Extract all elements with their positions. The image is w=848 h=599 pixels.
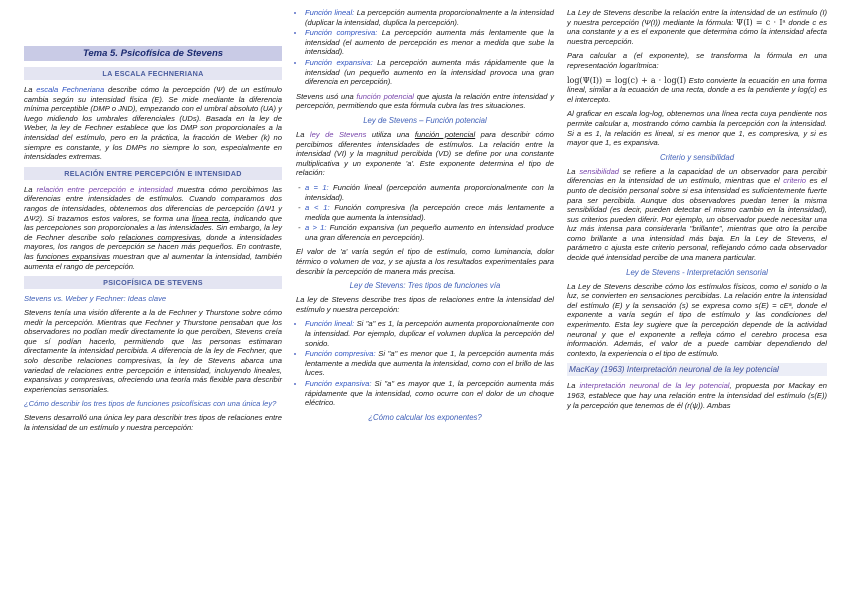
paragraph-tres-tipos: La ley de Stevens describe tres tipos de relaciones entre la intensidad del estímulo y nuestra percepción: <box>296 295 554 314</box>
column-1 <box>24 46 282 438</box>
paragraph-mackay: La interpretación neuronal de la ley potencial, propuesta por Mackay en 1963, establece que hay una relación entre la intensidad del estímulo (s(E)) y la percepción que tenemos de él (r(ψ)). Ambas <box>567 381 827 410</box>
column-2 <box>296 8 554 427</box>
list-item: - a = 1: Función lineal (percepción aumenta proporcionalmente con la intensidad). <box>305 183 554 202</box>
exponent-list <box>296 183 554 243</box>
paragraph-log-formula: log(Ψ(I)) = log(c) + a · log(I) Esto convierte la ecuación en una forma lineal, similar a la ecuación de una recta, donde a es la pendiente y log(c) es el intercepto. <box>567 75 827 104</box>
section-heading-stevens: PSICOFÍSICA DE STEVENS <box>24 276 282 289</box>
subheading-tres-tipos: Ley de Stevens: Tres tipos de funciones vía <box>349 281 501 291</box>
paragraph-stevens-vision: Stevens tenía una visión diferente a la de Fechner y Thurstone sobre cómo medir la percepción. Mientras que Fechner y Thurstone pensaban que los observadores no podían medir directamente lo que perciben, Stevens creía que sí podían hacerlo, permitiendo que las personas estimaran directamente la intensidad percibida. A diferencia de la ley de Fechner, que solo describe relaciones compresivas, la ley de Stevens abarca una variedad de relaciones entre percepción e intensidad, incluyendo lineales, expansivas y compresivas, ofreciendo una teoría más flexible para describir experiencias sensoriales. <box>24 308 282 394</box>
paragraph-valor-a: El valor de 'a' varía según el tipo de estímulo, como luminancia, dolor térmico o volumen de voz, y se ajusta a los resultados experimentales para describir la percepción de manera más precisa. <box>296 247 554 276</box>
section-heading-relacion: RELACIÓN ENTRE PERCEPCIÓN E INTENSIDAD <box>24 167 282 180</box>
term-escala-fechneriana: escala Fechneriana <box>36 85 105 94</box>
column-3 <box>567 8 827 415</box>
list-item: • Función compresiva: Si "a" es menor que 1, la percepción aumenta más lentamente a medida que aumenta la intensidad, como con el brillo de las luces. <box>305 349 554 378</box>
list-item: - a > 1: Función expansiva (un pequeño aumento en intensidad produce una gran diferencia en percepción). <box>305 223 554 242</box>
list-item: • Función expansiva: La percepción aumenta más rápidamente que la intensidad (un pequeño aumento en la intensidad provoca una gran diferencia en percepción). <box>305 58 554 87</box>
subheading-funcion-potencial: Ley de Stevens – Función potencial <box>363 115 487 125</box>
paragraph-relacion: La relación entre percepción e intensidad muestra cómo percibimos las diferencias entre intensidades de estímulos. Cuando comparamos dos rangos de intensidades, obtenemos dos diferencias de percepción (ΔΨ1 y ΔΨ2). Si trazamos estos valores, se forma una línea recta, indicando que las percepciones son proporcionales a las intensidades. Sin embargo, la ley de Fechner describe solo relaciones compresivas, donde a intensidades mayores, los rangos de percepción se hacen más pequeños. En contraste, las funciones expansivas muestran que al aumentar la intensidad, también aumenta el rango de percepción. <box>24 184 282 271</box>
formula-log: log(Ψ(I)) = log(c) + a · log(I) <box>567 75 687 85</box>
subheading-ideas-clave: Stevens vs. Weber y Fechner: Ideas clave <box>24 294 167 304</box>
section-heading-escala: LA ESCALA FECHNERIANA <box>24 67 282 80</box>
subheading-calcular-exponentes: ¿Cómo calcular los exponentes? <box>368 412 482 422</box>
subheading-interpretacion-sensorial: Ley de Stevens - Interpretación sensorial <box>626 267 768 277</box>
list-item: • Función expansiva: Si "a" es mayor que 1, la percepción aumenta más rápidamente que la intensidad, como ocurre con el dolor de un choque eléctrico. <box>305 379 554 408</box>
paragraph-log-log: Al graficar en escala log-log, obtenemos una línea recta cuya pendiente nos permite calcular a, mostrando cómo cambia la percepción con la intensidad. Si a es 1, la relación es lineal, si es menor que 1, es compresiva, y si es mayor que 1, es expansiva. <box>567 109 827 148</box>
list-item: • Función lineal: La percepción aumenta proporcionalmente a la intensidad (duplicar la intensidad, duplica la percepción). <box>305 8 554 27</box>
paragraph-escala: La escala Fechneriana describe cómo la percepción (Ψ) de un estímulo cambia según su intensidad física (E). Se mide mediante la diferencia mínima perceptible (DMP o JND), empezando con el umbral absoluto (UA) y luego midiendo los umbrales diferenciales (UDs). Basada en la ley de Weber, la ley de Fechner establece que los DMP son proporcionales a la intensidad del estímulo, pero en la práctica, la fracción de Weber (k) no siempre es constante, y los DMPs no siempre lo son, especialmente en intensidades extremas. <box>24 85 283 162</box>
paragraph-funcion-potencial: Stevens usó una función potencial que ajusta la relación entre intensidad y percepción, permitiendo que esta fórmula cubra las tres situaciones. <box>296 91 554 111</box>
paragraph-formula: La Ley de Stevens describe la relación entre la intensidad de un estímulo (I) y nuestra percepción (Ψ(I)) mediante la fórmula: Ψ(I) = c · Iᵃ donde c es una constante y a es el exponente que determina cómo la intensidad afecta nuestra percepción. <box>567 8 827 46</box>
term-relacion: relación entre percepción e intensidad <box>36 184 174 194</box>
paragraph-ley-stevens: La ley de Stevens utiliza una función potencial para describir cómo percibimos diferentes intensidades de estímulos. La relación entre la intensidad (VI) y la magnitud percibida (VD) se define por una constante multiplicativa y un exponente 'a'. Este exponente determina el tipo de relación: <box>296 129 555 178</box>
subheading-mackay: MacKay (1963) Interpretación neuronal de la ley potencial <box>567 363 827 376</box>
paragraph-sensibilidad: La sensibilidad se refiere a la capacidad de un observador para percibir diferencias en la intensidad de un estímulo, mientras que el criterio es el punto de decisión personal sobre si esa intensidad es suficientemente fuerte para ser percibida. Aunque dos observadores puedan tener la misma sensibilidad (es decir, pueden detectar el mismo cambio en la intensidad), sus criterios pueden diferir. Por ejemplo, un observador puede necesitar una luz más intensa para considerarla "brillante", mientras que otro la percibe como brillante a una intensidad más baja. En la Ley de Stevens, el parámetro c ajusta este criterio personal, reflejando cómo cada observador decide qué intensidad percibe de una manera particular. <box>567 166 828 263</box>
list-item: • Función lineal: Si "a" es 1, la percepción aumenta proporcionalmente con la intensidad. Por ejemplo, duplicar el volumen duplica la percepción del sonido. <box>305 319 554 348</box>
paragraph-log: Para calcular a (el exponente), se transforma la fórmula en una representación logarítmica: <box>567 51 827 70</box>
paragraph-interpretacion: La Ley de Stevens describe cómo los estímulos físicos, como el sonido o la luz, se convierten en sensaciones percibidas. La relación entre la intensidad del estímulo (E) y la sensación (s) se expresa como s(E) = cEᵃ, donde el exponente a varía según el tipo de estímulo y las condiciones del experimento. Esta ley sugiere que la percepción depende de la actividad neuronal y que el exponente a refleja cómo el cerebro procesa esa información. Además, el valor de a puede cambiar dependiendo del contexto, la experiencia o el tipo de estímulo. <box>567 281 827 358</box>
paragraph-unica-ley: Stevens desarrolló una única ley para describir tres tipos de relaciones entre la intensidad de un estímulo y nuestra percepción: <box>24 413 282 433</box>
formula-power-law: Ψ(I) = c · Iᵃ <box>736 17 786 27</box>
subheading-criterio: Criterio y sensibilidad <box>659 152 735 162</box>
function-types-list <box>296 8 554 87</box>
page-title: Tema 5. Psicofísica de Stevens <box>24 46 282 61</box>
relations-list <box>296 319 554 407</box>
list-item: • Función compresiva: La percepción aumenta más lentamente que la intensidad (el aumento de percepción es menor a medida que sube la intensidad). <box>305 28 554 57</box>
subheading-como-describir: ¿Cómo describir los tres tipos de funciones psicofísicas con una única ley? <box>24 399 277 409</box>
list-item: - a < 1: Función compresiva (la percepción crece más lentamente a medida que aumenta la intensidad). <box>305 203 554 222</box>
